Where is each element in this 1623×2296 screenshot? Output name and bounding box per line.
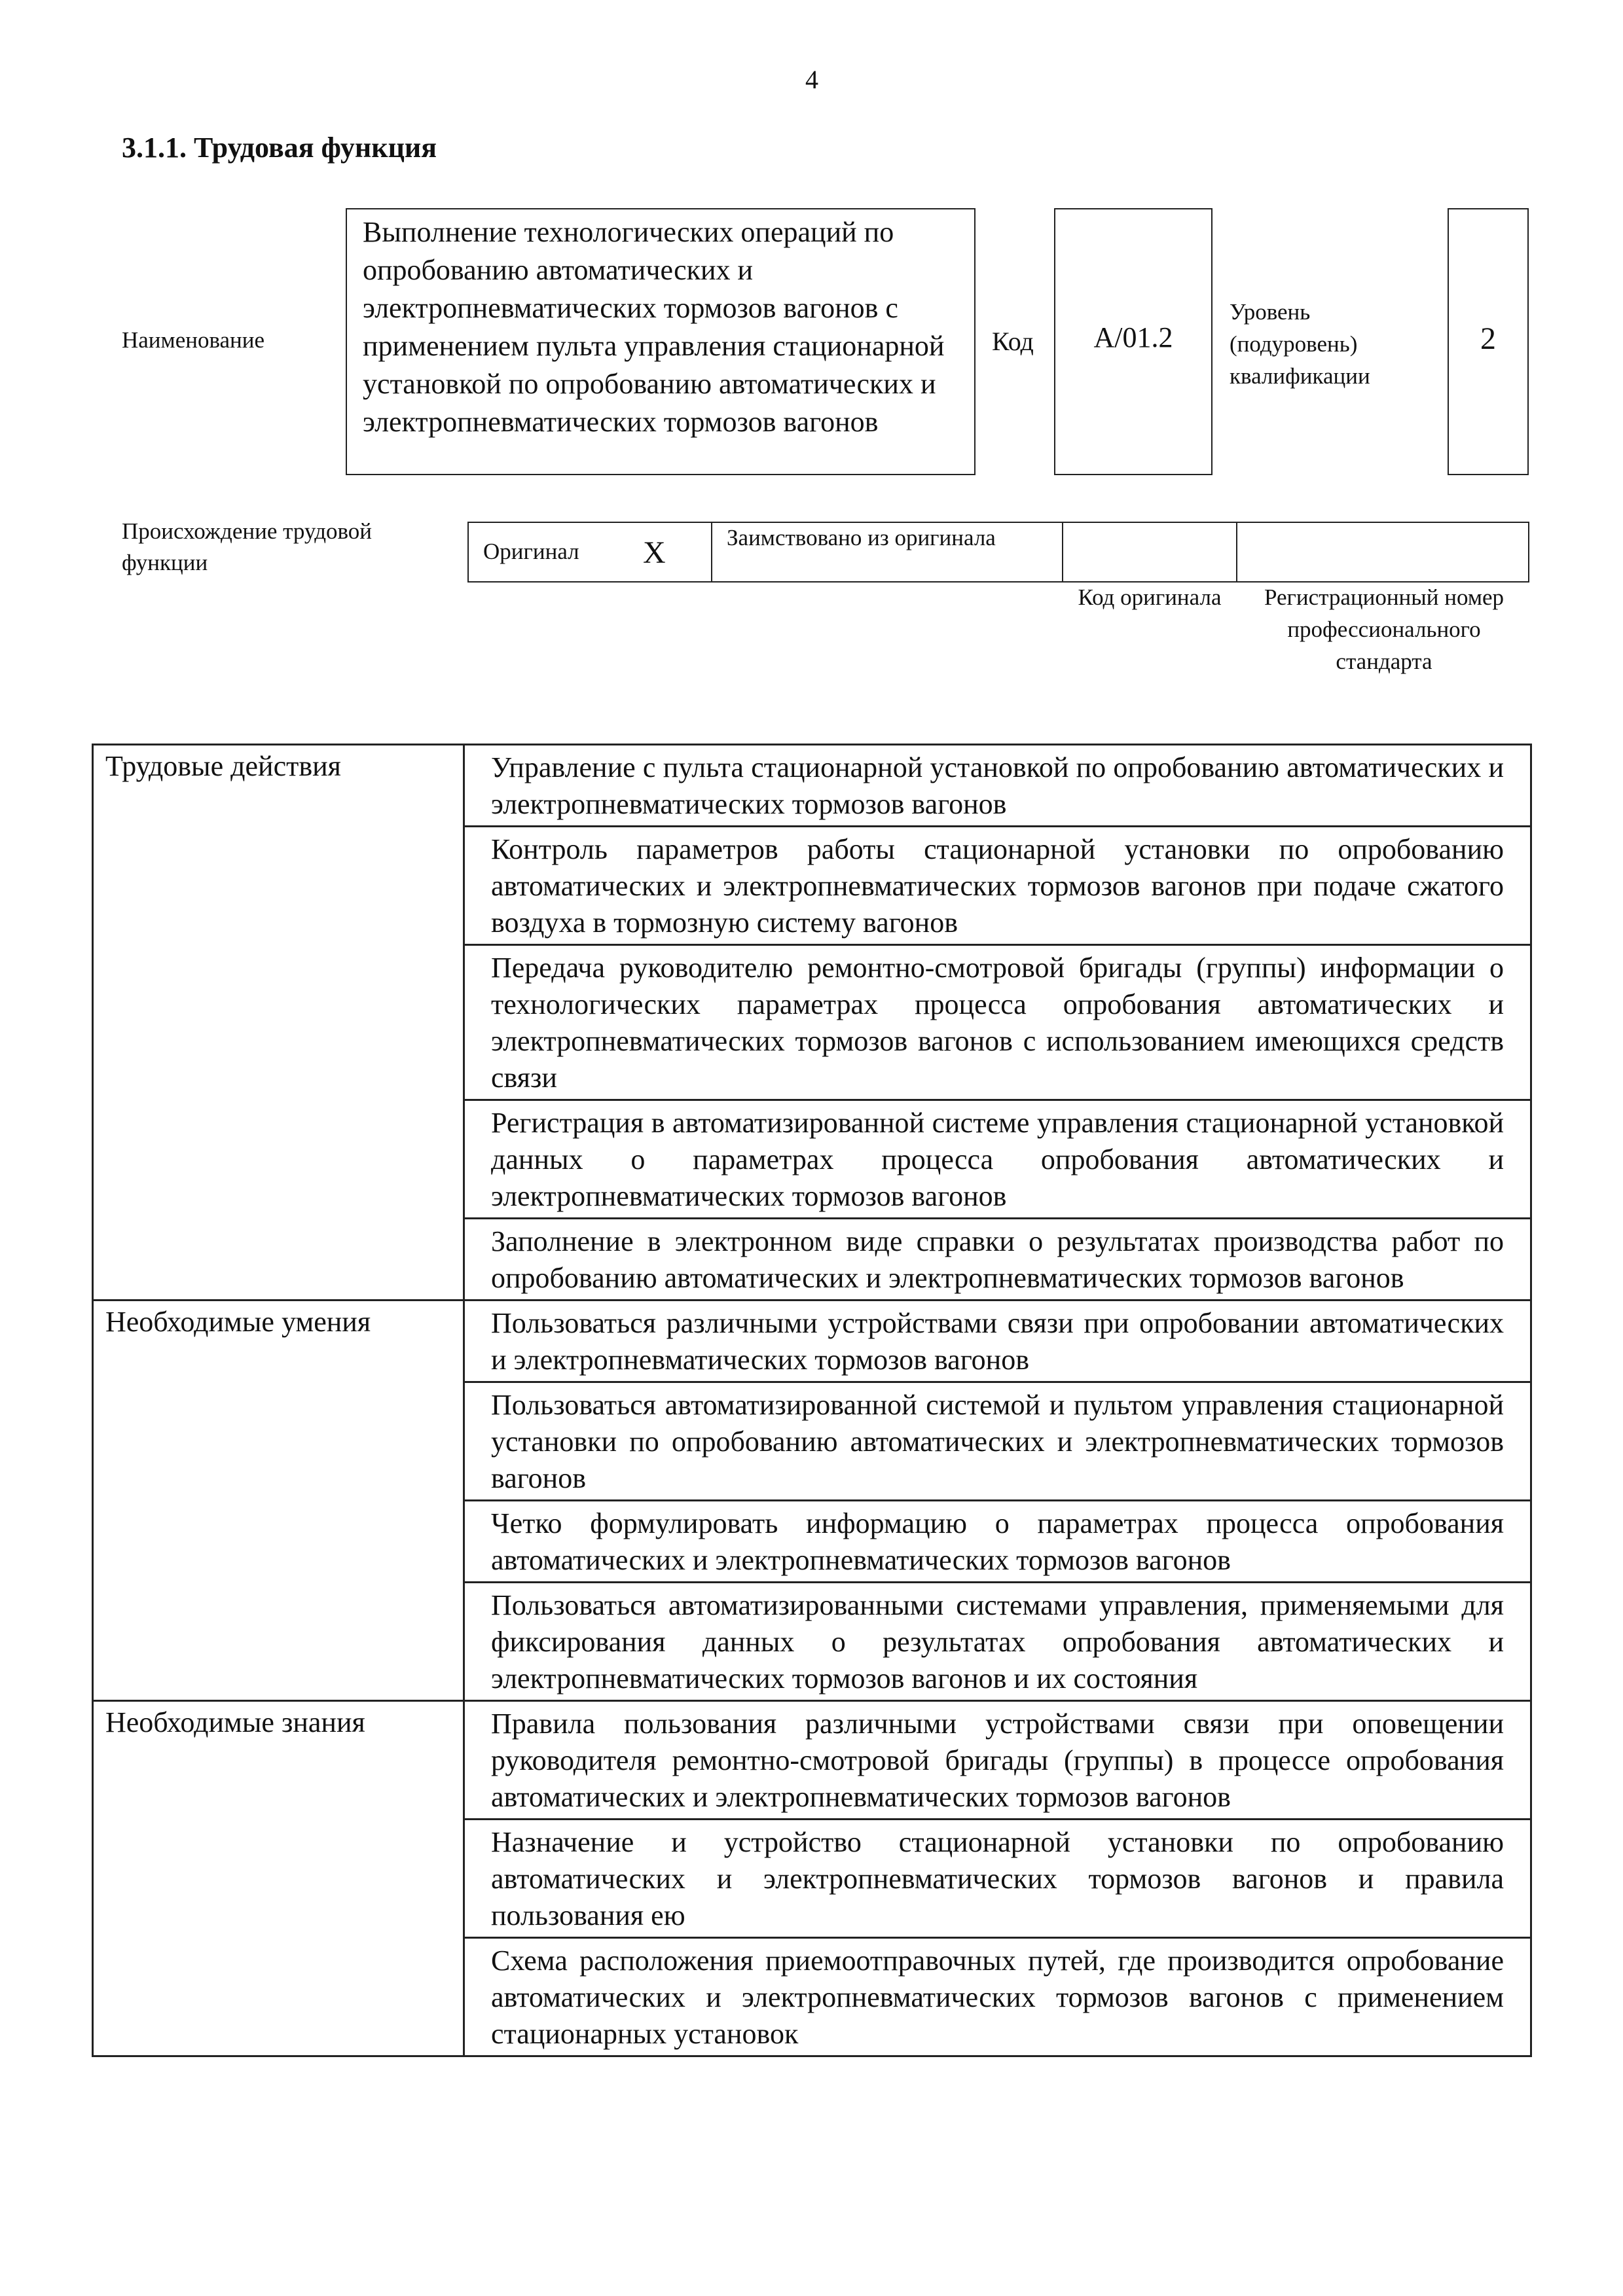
code-caption: Код оригинала (1078, 584, 1222, 610)
code-box (1054, 208, 1213, 475)
list-item: Четко формулировать информацию о параметрах процесса опробования автоматических и электропневматических тормозов вагонов (465, 1501, 1530, 1583)
page-number: 4 (805, 65, 818, 94)
list-item: Регистрация в автоматизированной системе управления стационарной установкой данных о параметрах процесса опробования автоматических и электропневматических тормозов вагонов (465, 1100, 1530, 1219)
required-skills-section (93, 1300, 1531, 1701)
labor-actions-section (93, 745, 1531, 1300)
function-name-box (346, 208, 976, 475)
reg-caption: Регистрационный номер профессионального стандарта (1264, 584, 1504, 674)
code-label: Код (992, 327, 1034, 356)
required-skills-label: Необходимые умения (93, 1300, 464, 1701)
list-item: Назначение и устройство стационарной установки по опробованию автоматических и электропневматических тормозов вагонов и правила пользования ею (465, 1820, 1530, 1938)
level-value: 2 (1480, 321, 1496, 356)
name-label: Наименование (122, 327, 265, 353)
list-item: Пользоваться различными устройствами связи при опробовании автоматических и электропневматических тормозов вагонов (465, 1301, 1530, 1382)
borrowed-label: Заимствовано из оригинала (727, 525, 996, 550)
list-item: Правила пользования различными устройствами связи при оповещении руководителя ремонтно-смотровой бригады (группы) в процессе опробования автоматических и электропневматических тормозов вагонов (465, 1702, 1530, 1820)
list-item: Контроль параметров работы стационарной установки по опробованию автоматических и электропневматических тормозов вагонов при подаче сжатого воздуха в тормозную систему вагонов (465, 827, 1530, 945)
labor-actions-label: Трудовые действия (93, 745, 464, 1300)
list-item: Передача руководителю ремонтно-смотровой бригады (группы) информации о технологических параметрах процесса опробования автоматических и электропневматических тормозов вагонов с использованием имеющихся средств связи (465, 945, 1530, 1100)
origin-reg-cell (1236, 522, 1529, 583)
origin-original-cell (467, 522, 712, 583)
code-value: A/01.2 (1093, 321, 1173, 353)
list-item: Пользоваться автоматизированными системами управления, применяемыми для фиксирования данных о результатах опробования автоматических и электропневматических тормозов вагонов и их состояния (491, 1589, 1504, 1695)
list-item: Заполнение в электронном виде справки о результатах производства работ по опробованию автоматических и электропневматических тормозов вагонов (491, 1225, 1504, 1294)
original-label: Оригинал (483, 539, 579, 564)
function-details-table (92, 744, 1532, 2057)
origin-label: Происхождение трудовой функции (122, 518, 373, 575)
list-item: Управление с пульта стационарной установкой по опробованию автоматических и электропневматических тормозов вагонов (465, 745, 1530, 827)
level-box (1448, 208, 1529, 475)
function-name-text: Выполнение технологических операций по опробованию автоматических и электропневматических тормозов вагонов с применением пульта управления стационарной установкой по опробованию автоматических и электропневматических тормозов вагонов (363, 216, 945, 438)
required-knowledge-section (93, 1701, 1531, 2056)
origin-code-cell (1062, 522, 1237, 583)
section-heading: 3.1.1. Трудовая функция (122, 132, 437, 164)
list-item: Пользоваться автоматизированной системой и пультом управления стационарной установки по опробованию автоматических и электропневматических тормозов вагонов (465, 1382, 1530, 1501)
original-mark: X (643, 535, 666, 570)
required-knowledge-label: Необходимые знания (93, 1701, 464, 2056)
list-item: Схема расположения приемоотправочных путей, где производится опробование автоматических и электропневматических тормозов вагонов с применением стационарных установок (491, 1945, 1504, 2050)
origin-borrowed-cell (711, 522, 1063, 583)
level-label: Уровень (подуровень) квалификации (1230, 299, 1370, 389)
